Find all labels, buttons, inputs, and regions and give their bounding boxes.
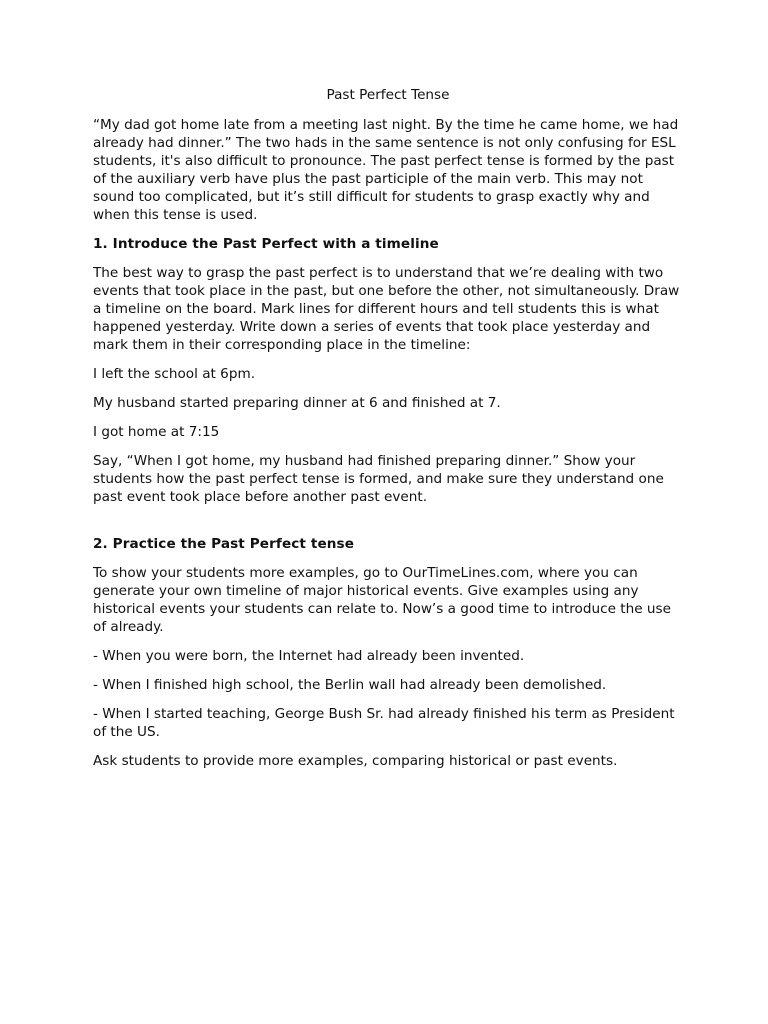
page-title: Past Perfect Tense bbox=[326, 87, 450, 103]
section-1-closing: Say, “When I got home, my husband had finished preparing dinner.” Show your students how the past perfect tense is formed, and make sure they understand one past event took place before another past event. bbox=[93, 453, 664, 505]
document-body bbox=[93, 86, 683, 781]
timeline-event: I got home at 7:15 bbox=[93, 424, 220, 440]
timeline-event: My husband started preparing dinner at 6 and finished at 7. bbox=[93, 395, 501, 411]
section-2-heading: 2. Practice the Past Perfect tense bbox=[93, 536, 355, 552]
section-1-heading: 1. Introduce the Past Perfect with a timeline bbox=[93, 236, 439, 252]
section-1-paragraph: The best way to grasp the past perfect is to understand that we’re dealing with two events that took place in the past, but one before the other, not simultaneously. Draw a timeline on the board. Mark lines for different hours and tell students this is what happened yesterday. Write down a series of events that took place yesterday and mark them in their corresponding place in the timeline: bbox=[93, 265, 680, 353]
example-item: - When I finished high school, the Berlin wall had already been demolished. bbox=[93, 677, 607, 693]
section-2-closing: Ask students to provide more examples, comparing historical or past events. bbox=[93, 753, 618, 769]
intro-paragraph: “My dad got home late from a meeting last night. By the time he came home, we had already had dinner.” The two hads in the same sentence is not only confusing for ESL students, it's also difficult to pronounce. The past perfect tense is formed by the past of the auxiliary verb have plus the past participle of the main verb. This may not sound too complicated, but it’s still difficult for students to grasp exactly why and when this tense is used. bbox=[93, 117, 679, 223]
section-spacer bbox=[93, 517, 683, 535]
example-item: - When you were born, the Internet had already been invented. bbox=[93, 648, 525, 664]
example-item: - When I started teaching, George Bush Sr. had already finished his term as President of the US. bbox=[93, 706, 675, 740]
section-2-paragraph: To show your students more examples, go to OurTimeLines.com, where you can generate your own timeline of major historical events. Give examples using any historical events your students can relate to. Now’s a good time to introduce the use of already. bbox=[93, 565, 671, 635]
timeline-event: I left the school at 6pm. bbox=[93, 366, 256, 382]
